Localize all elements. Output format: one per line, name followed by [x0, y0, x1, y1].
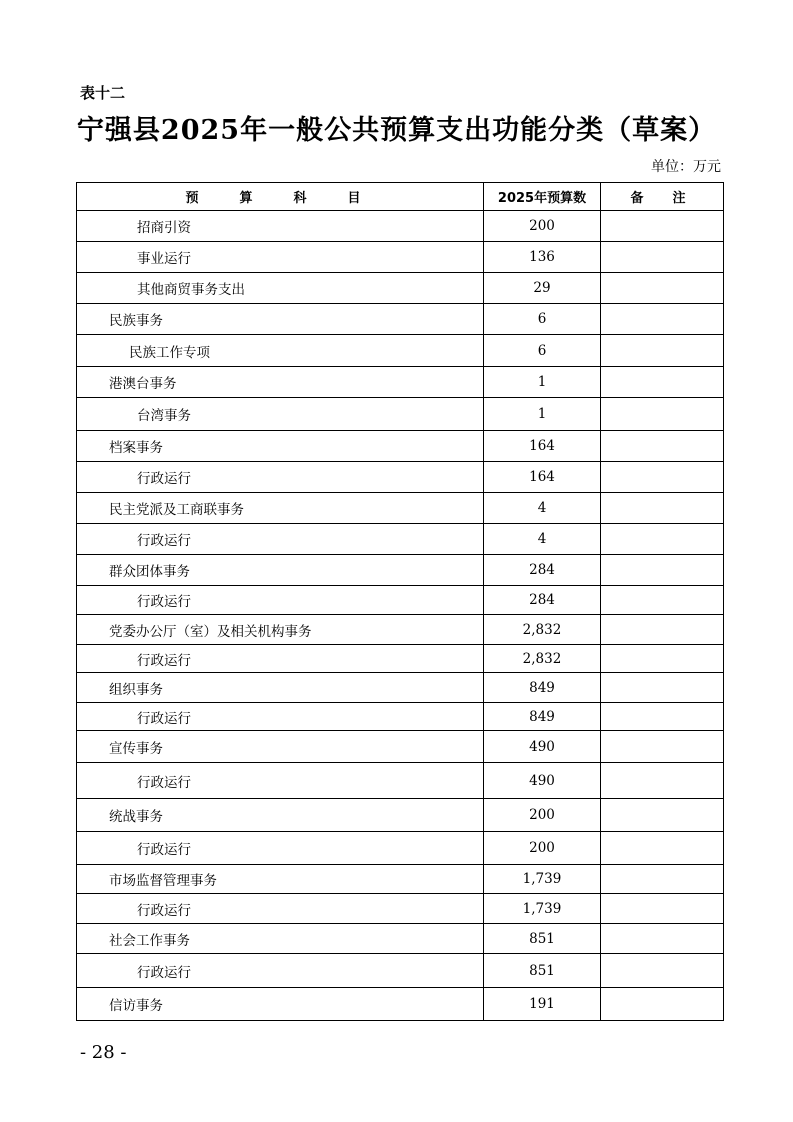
page-number: - 28 - [80, 1042, 127, 1063]
subject-cell: 招商引资 [77, 211, 484, 242]
subject-cell: 民族事务 [77, 304, 484, 335]
subject-cell: 组织事务 [77, 673, 484, 703]
table-row [77, 954, 724, 988]
subject-cell: 行政运行 [77, 763, 484, 799]
table-row [77, 555, 724, 586]
subject-cell: 行政运行 [77, 954, 484, 988]
subject-cell: 统战事务 [77, 799, 484, 832]
amount-cell: 1,739 [484, 894, 601, 924]
note-cell [601, 703, 724, 731]
subject-cell: 行政运行 [77, 462, 484, 493]
subject-cell: 港澳台事务 [77, 367, 484, 398]
amount-cell: 164 [484, 462, 601, 493]
table-row [77, 398, 724, 431]
amount-cell: 851 [484, 924, 601, 954]
note-cell [601, 524, 724, 555]
amount-cell: 1 [484, 398, 601, 431]
subject-cell: 社会工作事务 [77, 924, 484, 954]
table-row [77, 924, 724, 954]
amount-cell: 6 [484, 304, 601, 335]
table-row [77, 988, 724, 1021]
amount-cell: 29 [484, 273, 601, 304]
amount-cell: 6 [484, 335, 601, 367]
note-cell [601, 555, 724, 586]
note-cell [601, 493, 724, 524]
table-row [77, 524, 724, 555]
table-row [77, 462, 724, 493]
note-cell [601, 242, 724, 273]
amount-cell: 200 [484, 211, 601, 242]
table-row [77, 645, 724, 673]
note-cell [601, 954, 724, 988]
amount-cell: 4 [484, 524, 601, 555]
amount-cell: 284 [484, 586, 601, 615]
subject-cell: 党委办公厅（室）及相关机构事务 [77, 615, 484, 645]
note-cell [601, 865, 724, 894]
amount-cell: 490 [484, 731, 601, 763]
amount-cell: 849 [484, 673, 601, 703]
subject-cell: 档案事务 [77, 431, 484, 462]
budget-table-container [76, 182, 723, 1021]
subject-cell: 行政运行 [77, 894, 484, 924]
subject-cell: 宣传事务 [77, 731, 484, 763]
header-subject: 预 算 科 目 [77, 183, 484, 211]
amount-cell: 851 [484, 954, 601, 988]
subject-cell: 行政运行 [77, 524, 484, 555]
amount-cell: 849 [484, 703, 601, 731]
note-cell [601, 988, 724, 1021]
note-cell [601, 211, 724, 242]
note-cell [601, 832, 724, 865]
note-cell [601, 304, 724, 335]
amount-cell: 2,832 [484, 615, 601, 645]
amount-cell: 191 [484, 988, 601, 1021]
subject-cell: 信访事务 [77, 988, 484, 1021]
note-cell [601, 731, 724, 763]
amount-cell: 1 [484, 367, 601, 398]
note-cell [601, 398, 724, 431]
amount-cell: 4 [484, 493, 601, 524]
amount-cell: 136 [484, 242, 601, 273]
note-cell [601, 645, 724, 673]
subject-cell: 群众团体事务 [77, 555, 484, 586]
table-row [77, 493, 724, 524]
table-row [77, 673, 724, 703]
note-cell [601, 615, 724, 645]
table-row [77, 763, 724, 799]
table-number: 表十二 [80, 84, 126, 102]
subject-cell: 行政运行 [77, 645, 484, 673]
note-cell [601, 273, 724, 304]
table-row [77, 242, 724, 273]
note-cell [601, 924, 724, 954]
note-cell [601, 799, 724, 832]
table-row [77, 865, 724, 894]
amount-cell: 1,739 [484, 865, 601, 894]
note-cell [601, 894, 724, 924]
page-title: 宁强县2025年一般公共预算支出功能分类（草案） [76, 115, 717, 146]
note-cell [601, 462, 724, 493]
note-cell [601, 673, 724, 703]
amount-cell: 164 [484, 431, 601, 462]
table-row [77, 304, 724, 335]
amount-cell: 200 [484, 832, 601, 865]
table-row [77, 273, 724, 304]
table-row [77, 731, 724, 763]
table-row [77, 431, 724, 462]
note-cell [601, 763, 724, 799]
table-row [77, 586, 724, 615]
subject-cell: 市场监督管理事务 [77, 865, 484, 894]
amount-cell: 284 [484, 555, 601, 586]
header-amount: 2025年预算数 [484, 183, 601, 211]
table-row [77, 615, 724, 645]
amount-cell: 490 [484, 763, 601, 799]
table-row [77, 832, 724, 865]
table-row [77, 799, 724, 832]
subject-cell: 行政运行 [77, 586, 484, 615]
note-cell [601, 431, 724, 462]
table-row [77, 894, 724, 924]
subject-cell: 民主党派及工商联事务 [77, 493, 484, 524]
amount-cell: 200 [484, 799, 601, 832]
table-body [77, 211, 724, 1021]
subject-cell: 民族工作专项 [77, 335, 484, 367]
table-row [77, 335, 724, 367]
subject-cell: 其他商贸事务支出 [77, 273, 484, 304]
note-cell [601, 586, 724, 615]
header-note: 备 注 [601, 183, 724, 211]
subject-cell: 事业运行 [77, 242, 484, 273]
unit-label: 单位：万元 [651, 159, 721, 175]
amount-cell: 2,832 [484, 645, 601, 673]
budget-table [76, 182, 724, 1021]
table-row [77, 367, 724, 398]
subject-cell: 台湾事务 [77, 398, 484, 431]
table-row [77, 211, 724, 242]
subject-cell: 行政运行 [77, 832, 484, 865]
note-cell [601, 335, 724, 367]
subject-cell: 行政运行 [77, 703, 484, 731]
note-cell [601, 367, 724, 398]
table-row [77, 703, 724, 731]
table-header-row [77, 183, 724, 211]
